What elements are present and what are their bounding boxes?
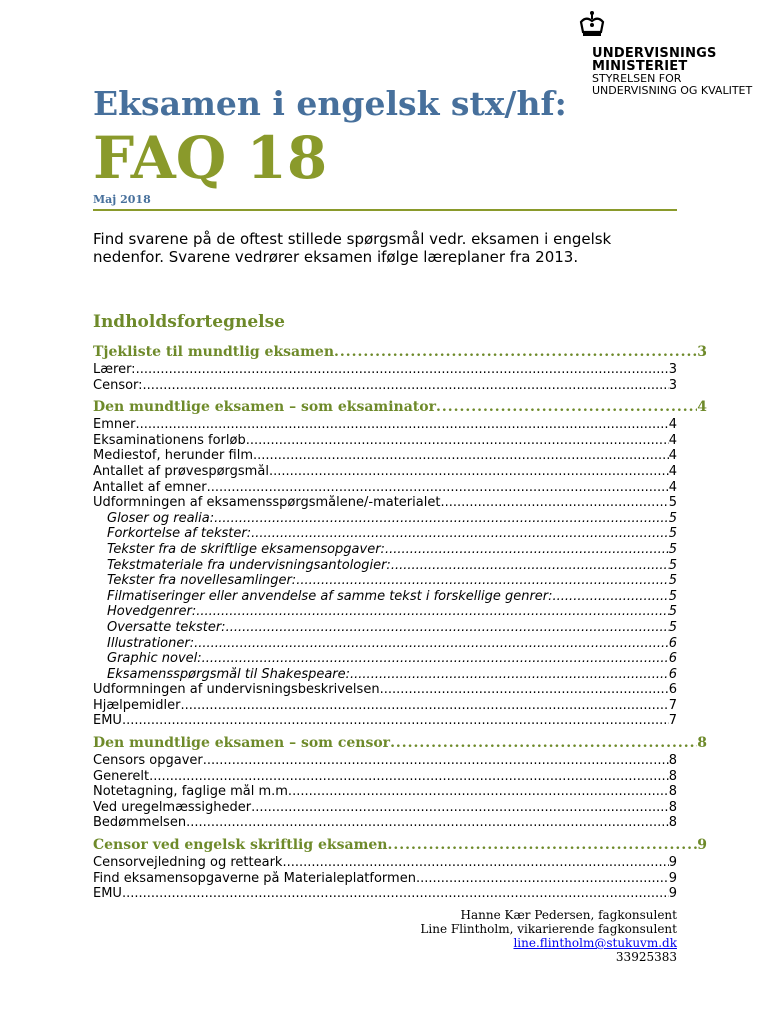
toc-entry-title: Censors opgaver <box>93 753 203 769</box>
toc-leader-dots <box>440 495 668 511</box>
toc-page-number: 6 <box>668 651 677 667</box>
toc-entry[interactable] <box>93 855 677 871</box>
logo-text-ministeriet: MINISTERIET <box>592 59 688 74</box>
toc-leader-dots <box>350 667 669 683</box>
toc-page-number: 5 <box>668 573 677 589</box>
contact-name-1: Hanne Kær Pedersen, fagkonsulent <box>460 908 677 922</box>
toc-page-number: 5 <box>668 588 677 604</box>
toc-page-number: 9 <box>668 855 677 871</box>
toc-entry-title: Lærer: <box>93 362 136 377</box>
toc-leader-dots <box>436 398 697 417</box>
contact-email-link[interactable]: line.flintholm@stukuvm.dk <box>513 936 677 950</box>
toc-leader-dots <box>553 589 669 605</box>
toc-entry-title: Tekster fra de skriftlige eksamensopgaver: <box>107 541 385 557</box>
logo-text-undervisnings: UNDERVISNINGS <box>592 46 717 61</box>
document-date: Maj 2018 <box>93 193 151 206</box>
toc-entry-title: Find eksamensopgaverne på Materialeplatformen <box>93 870 416 886</box>
toc-entry-title: EMU <box>93 713 122 729</box>
toc-page-number: 9 <box>697 837 707 854</box>
contact-phone: 33925383 <box>615 950 677 964</box>
toc-leader-dots <box>334 343 697 362</box>
toc-leader-dots <box>282 855 668 871</box>
toc-page-number: 6 <box>668 666 677 682</box>
toc-entry[interactable] <box>93 753 677 769</box>
toc-entry-title: Tekster fra novellesamlinger: <box>107 573 297 589</box>
toc-page-number: 4 <box>668 417 677 433</box>
toc-page-number: 4 <box>697 399 707 416</box>
toc-entry-title: EMU <box>93 886 122 902</box>
toc-leader-dots <box>253 448 669 464</box>
toc-leader-dots <box>226 620 669 636</box>
toc-leader-dots <box>251 526 669 542</box>
toc-entry[interactable] <box>107 667 677 683</box>
toc-entry[interactable] <box>107 651 677 667</box>
crown-icon <box>577 10 607 40</box>
toc-leader-dots <box>251 800 669 816</box>
document-subtitle: FAQ 18 <box>93 124 328 192</box>
toc-leader-dots <box>246 433 669 449</box>
toc-entry-title: Oversatte tekster: <box>107 619 226 635</box>
toc-leader-dots <box>196 604 668 620</box>
toc-entry-title: Emner <box>93 417 136 433</box>
toc-page-number: 8 <box>668 753 677 769</box>
toc-entry-title: Udformningen af undervisningsbeskrivelsen <box>93 682 380 698</box>
toc-entry-title: Hjælpemidler <box>93 697 181 713</box>
toc-page-number: 5 <box>668 557 677 573</box>
toc-entry[interactable] <box>93 448 677 464</box>
toc-entry[interactable] <box>93 815 677 831</box>
toc-leader-dots <box>416 871 669 887</box>
toc-entry-title: Den mundtlige eksamen – som censor <box>93 735 391 752</box>
toc-entry[interactable] <box>93 769 677 785</box>
toc-page-number: 5 <box>668 526 677 542</box>
toc-entry-title: Forkortelse af tekster: <box>107 526 252 542</box>
toc-page-number: 9 <box>668 886 677 902</box>
toc-page-number: 8 <box>668 768 677 784</box>
toc-entry-title: Censor: <box>93 377 143 393</box>
toc-entry-title: Gloser og realia: <box>107 510 215 526</box>
toc-leader-dots <box>380 682 669 698</box>
toc-entry[interactable] <box>107 620 677 636</box>
toc-page-number: 5 <box>668 619 677 635</box>
toc-entry-title: Mediestof, herunder film <box>93 448 253 464</box>
toc-entry[interactable] <box>93 433 677 449</box>
toc-page-number: 4 <box>668 448 677 464</box>
toc-page-number: 7 <box>668 713 677 729</box>
toc-leader-dots <box>203 753 669 769</box>
toc-entry[interactable] <box>93 871 677 887</box>
toc-page-number: 8 <box>668 799 677 815</box>
document-title: Eksamen i engelsk stx/hf: <box>93 84 567 123</box>
toc-entry[interactable] <box>107 558 677 574</box>
toc-page-number: 6 <box>668 682 677 698</box>
toc-section-entry[interactable] <box>93 398 707 417</box>
toc-entry[interactable] <box>107 526 677 542</box>
intro-paragraph: Find svarene på de oftest stillede spørgsmål vedr. eksamen i engelsk nedenfor. Svarene vedrører eksamen ifølge læreplaner fra 2013. <box>93 230 612 266</box>
contact-block <box>420 908 677 964</box>
toc-leader-dots <box>122 713 669 729</box>
toc-heading: Indholdsfortegnelse <box>93 312 285 332</box>
toc-page-number: 4 <box>668 463 677 479</box>
toc-leader-dots <box>181 698 669 714</box>
toc-entry[interactable] <box>93 886 677 902</box>
toc-leader-dots <box>122 886 669 902</box>
logo-text-undervisning-kvalitet: UNDERVISNING OG KVALITET <box>592 84 753 97</box>
contact-name-2: Line Flintholm, vikarierende fagkonsulent <box>420 922 677 936</box>
toc-entry[interactable] <box>93 800 677 816</box>
toc-leader-dots <box>149 769 669 785</box>
toc-entry[interactable] <box>93 784 677 800</box>
toc-leader-dots <box>135 417 668 433</box>
toc-page-number: 3 <box>668 377 677 393</box>
toc-entry-title: Bedømmelsen <box>93 815 187 831</box>
toc-entry[interactable] <box>93 495 677 511</box>
toc-page-number: 8 <box>697 735 707 752</box>
toc-page-number: 5 <box>668 495 677 511</box>
toc-entry[interactable] <box>93 682 677 698</box>
toc-entry[interactable] <box>93 464 677 480</box>
toc-section-entry[interactable] <box>93 836 707 855</box>
toc-entry-title: Censor ved engelsk skriftlig eksamen <box>93 837 388 854</box>
table-of-contents <box>93 343 707 902</box>
toc-leader-dots <box>388 836 698 855</box>
logo-text-styrelsen: STYRELSEN FOR <box>592 72 682 85</box>
toc-page-number: 5 <box>668 510 677 526</box>
toc-leader-dots <box>269 464 669 480</box>
toc-entry-title: Eksaminationens forløb <box>93 432 246 448</box>
toc-entry[interactable] <box>107 573 677 589</box>
toc-entry-title: Udformningen af eksamensspørgsmålene/-materialet <box>93 495 441 511</box>
toc-leader-dots <box>385 542 669 558</box>
toc-entry[interactable] <box>107 636 677 652</box>
toc-entry-title: Illustrationer: <box>107 635 195 651</box>
toc-page-number: 5 <box>668 604 677 620</box>
toc-leader-dots <box>207 480 669 496</box>
toc-entry-title: Eksamensspørgsmål til Shakespeare: <box>107 666 351 682</box>
toc-page-number: 8 <box>668 784 677 800</box>
header-divider <box>93 209 677 211</box>
toc-leader-dots <box>391 558 669 574</box>
toc-entry-title: Filmatiseringer eller anvendelse af samme tekst i forskellige genrer: <box>107 588 553 604</box>
toc-entry-title: Tekstmateriale fra undervisningsantologier: <box>107 557 391 573</box>
toc-entry[interactable] <box>93 713 677 729</box>
toc-entry[interactable] <box>93 417 677 433</box>
toc-leader-dots <box>143 378 669 394</box>
toc-page-number: 4 <box>668 432 677 448</box>
toc-section-entry[interactable] <box>93 343 707 362</box>
toc-page-number: 5 <box>668 541 677 557</box>
toc-section-entry[interactable] <box>93 734 707 753</box>
toc-leader-dots <box>292 784 669 800</box>
toc-entry-title: Antallet af emner <box>93 479 207 495</box>
toc-entry-title: Ved uregelmæssigheder <box>93 799 252 815</box>
toc-entry[interactable] <box>107 542 677 558</box>
toc-page-number: 7 <box>668 697 677 713</box>
toc-leader-dots <box>214 511 669 527</box>
toc-entry-title: Graphic novel: <box>107 651 202 667</box>
toc-leader-dots <box>194 636 669 652</box>
toc-page-number: 9 <box>668 870 677 886</box>
toc-entry[interactable] <box>107 511 677 527</box>
toc-entry-title: Tjekliste til mundtlig eksamen <box>93 344 335 360</box>
toc-leader-dots <box>136 362 669 378</box>
toc-leader-dots <box>186 815 669 831</box>
toc-entry[interactable] <box>93 698 677 714</box>
toc-entry-title: Censorvejledning og retteark <box>93 855 283 871</box>
toc-page-number: 3 <box>697 344 707 360</box>
toc-entry[interactable] <box>93 362 677 378</box>
toc-entry-title: Den mundtlige eksamen – som eksaminator <box>93 399 436 416</box>
toc-leader-dots <box>390 734 697 753</box>
toc-entry[interactable] <box>107 589 677 605</box>
toc-leader-dots <box>296 573 669 589</box>
toc-entry-title: Generelt <box>93 768 150 784</box>
toc-entry[interactable] <box>93 480 677 496</box>
toc-page-number: 3 <box>668 362 677 377</box>
toc-entry-title: Antallet af prøvespørgsmål <box>93 463 269 479</box>
toc-entry[interactable] <box>93 378 677 394</box>
toc-entry-title: Hovedgenrer: <box>107 604 197 620</box>
toc-page-number: 8 <box>668 815 677 831</box>
toc-entry[interactable] <box>107 604 677 620</box>
toc-entry-title: Notetagning, faglige mål m.m. <box>93 784 293 800</box>
toc-page-number: 6 <box>668 635 677 651</box>
toc-leader-dots <box>202 651 669 667</box>
toc-page-number: 4 <box>668 479 677 495</box>
